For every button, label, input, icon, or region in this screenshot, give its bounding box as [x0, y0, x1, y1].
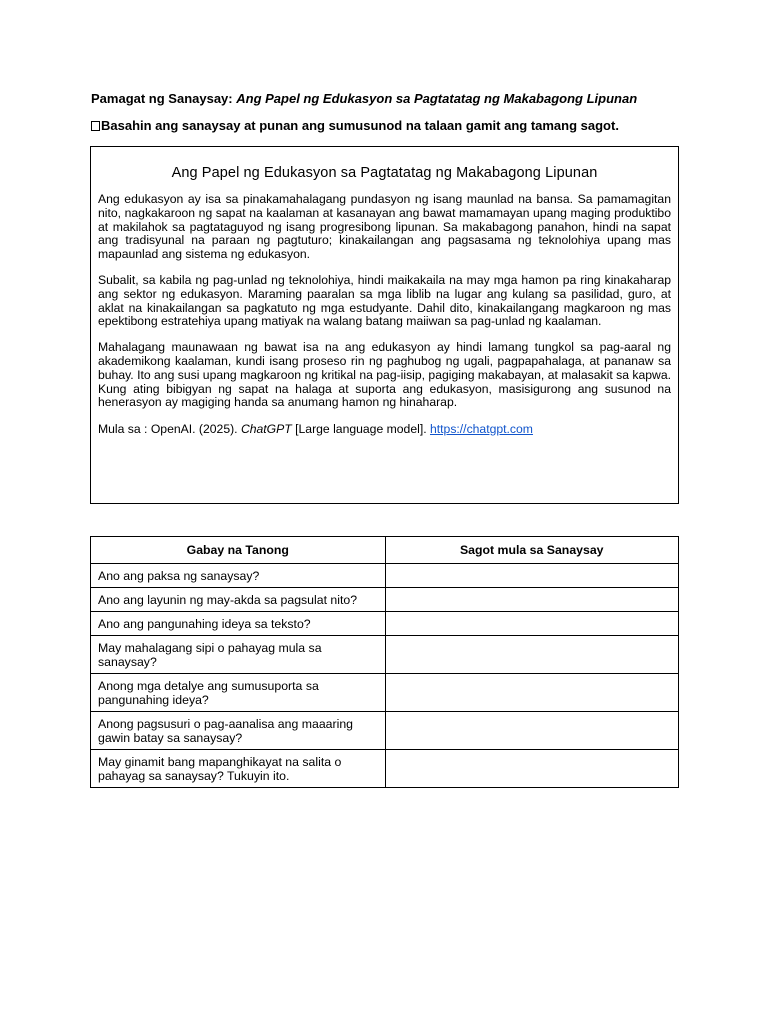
table-row	[91, 612, 679, 636]
table-row	[91, 712, 679, 750]
question-cell: Anong mga detalye ang sumusuporta sa pangunahing ideya?	[91, 674, 386, 712]
question-cell: Anong pagsusuri o pag-aanalisa ang maaaring gawin batay sa sanaysay?	[91, 712, 386, 750]
table-row	[91, 674, 679, 712]
essay-paragraph: Subalit, sa kabila ng pag-unlad ng teknolohiya, hindi maikakaila na may mga hamon pa ring kinakaharap ang sektor ng edukasyon. Maraming paaralan sa mga liblib na lugar ang kulang sa pasilidad, guro, at aklat na kinakailangan sa pagkatuto ng mga estudyante. Dahil dito, kinakailangang magkaroon ng mas epektibong estratehiya upang matiyak na walang batang maiiwan sa pag-unlad ng kaalaman.	[98, 272, 671, 329]
essay-paragraph: Mahalagang maunawaan ng bawat isa na ang edukasyon ay hindi lamang tungkol sa pag-aaral ng akademikong kaalaman, kundi isang proseso rin ng paghubog ng ugali, pagpapahalaga, at pananaw sa buhay. Ito ang susi upang magkaroon ng kritikal na pag-iisip, pagiging makabayan, at malasakit sa kapwa. Kung ating bibigyan ng sapat na halaga at suporta ang edukasyon, masisigurong ang susunod na henerasyon ay magiging handa sa anumang hamon ng hinaharap.	[98, 340, 671, 410]
question-cell: Ano ang paksa ng sanaysay?	[91, 564, 386, 588]
table-row	[91, 750, 679, 788]
answer-cell[interactable]	[385, 712, 678, 750]
citation-link[interactable]: https://chatgpt.com	[429, 422, 533, 437]
essay-title: Ang Papel ng Edukasyon sa Pagtatatag ng Makabagong Lipunan	[171, 165, 598, 181]
document-title-line	[91, 91, 691, 106]
answer-cell[interactable]	[385, 674, 678, 712]
answer-cell[interactable]	[385, 564, 678, 588]
checkbox-icon	[91, 121, 100, 131]
instruction-text: Basahin ang sanaysay at punan ang sumusunod na talaan gamit ang tamang sagot.	[101, 118, 619, 133]
answer-cell[interactable]	[385, 612, 678, 636]
citation	[98, 422, 671, 436]
citation-source: ChatGPT	[240, 422, 292, 437]
citation-middle: [Large language model].	[291, 422, 430, 437]
guide-table	[90, 536, 679, 788]
title-value: Ang Papel ng Edukasyon sa Pagtatatag ng Makabagong Lipunan	[236, 91, 638, 106]
question-cell: May ginamit bang mapanghikayat na salita o pahayag sa sanaysay? Tukuyin ito.	[91, 750, 386, 788]
table-row	[91, 588, 679, 612]
title-label: Pamagat ng Sanaysay:	[91, 91, 233, 106]
table-row	[91, 636, 679, 674]
question-cell: Ano ang layunin ng may-akda sa pagsulat nito?	[91, 588, 386, 612]
essay-box	[90, 146, 679, 504]
header-answer: Sagot mula sa Sanaysay	[385, 537, 678, 564]
answer-cell[interactable]	[385, 588, 678, 612]
citation-prefix: Mula sa : OpenAI. (2025).	[98, 422, 241, 437]
table-header-row	[91, 537, 679, 564]
answer-cell[interactable]	[385, 750, 678, 788]
question-cell: May mahalagang sipi o pahayag mula sa sanaysay?	[91, 636, 386, 674]
answer-cell[interactable]	[385, 636, 678, 674]
question-cell: Ano ang pangunahing ideya sa teksto?	[91, 612, 386, 636]
essay-paragraph: Ang edukasyon ay isa sa pinakamahalagang pundasyon ng isang maunlad na bansa. Sa pamamagitan nito, nagkakaroon ng sapat na kaalaman at kasanayan ang bawat mamamayan upang maging produktibo at makilahok sa pagtataguyod ng isang progresibong lipunan. Sa makabagong panahon, hindi na sapat ang tradisyunal na paraan ng pagtuturo; kinakailangan ang pagsasama ng teknolohiya upang mas mapaunlad ang sistema ng edukasyon.	[98, 192, 671, 262]
header-question: Gabay na Tanong	[91, 537, 386, 564]
table-row	[91, 564, 679, 588]
instruction-line	[91, 118, 691, 133]
